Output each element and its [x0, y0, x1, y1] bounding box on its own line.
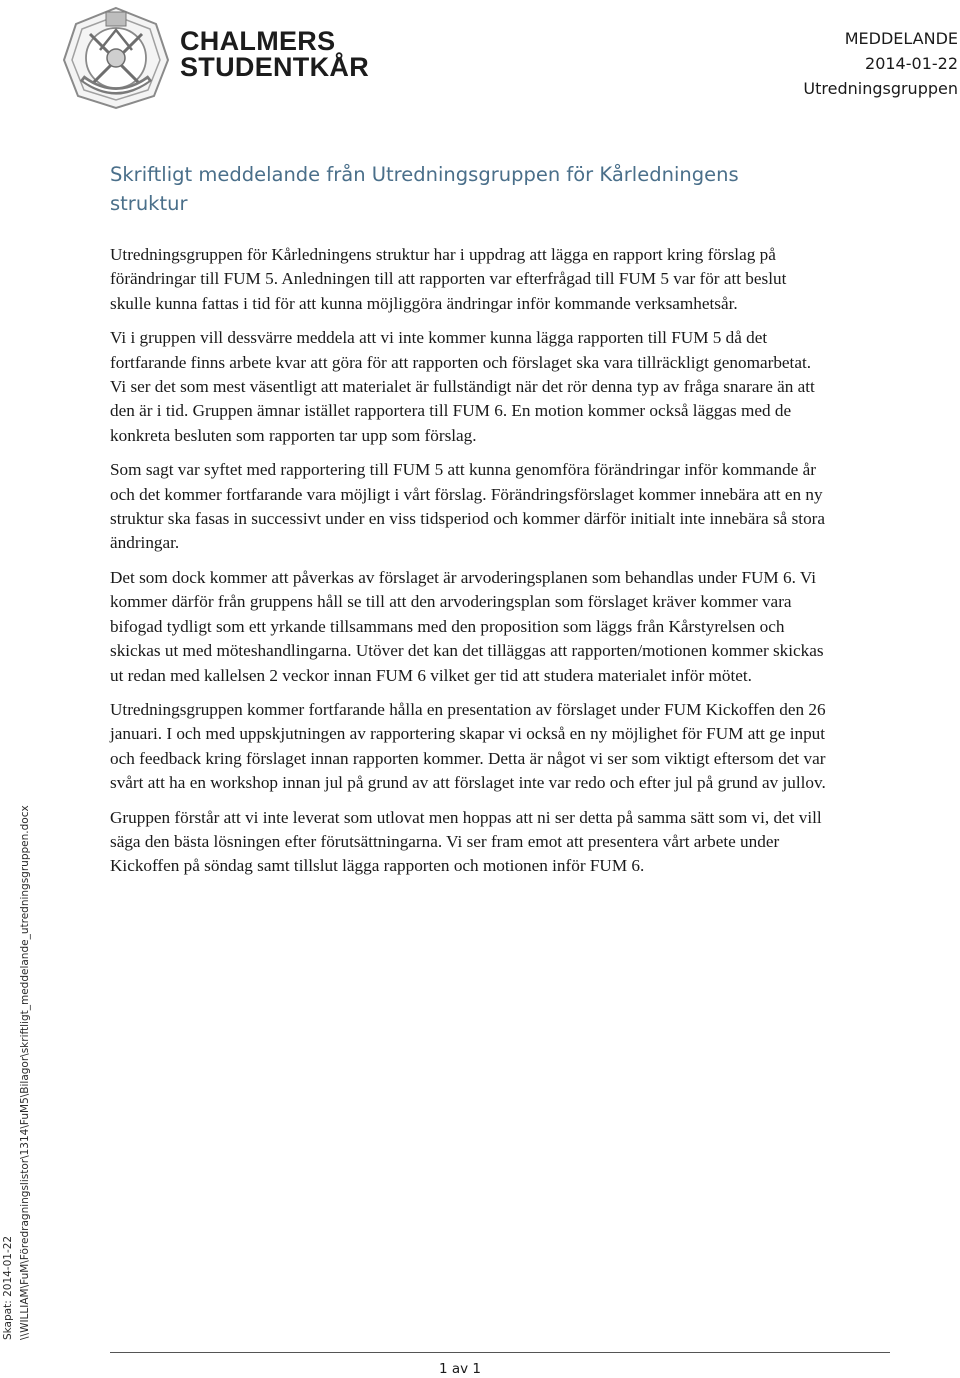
logo-line-studentkar: STUDENTKÅR: [180, 52, 369, 82]
page-title: Skriftligt meddelande från Utredningsgruppen för Kårledningens struktur: [110, 163, 739, 215]
doc-type: MEDDELANDE: [844, 29, 958, 48]
paragraph-5: Utredningsgruppen kommer fortfarande hålla en presentation av förslaget under FUM Kickoffen den 26 januari. I och med uppskjutningen av rapportering skapar vi också en ny möjlighet för FUM att ge input och feedback kring förslaget innan rapporten kommer. Detta är något vi ser som viktigt eftersom det var svårt att ha en workshop innan jul på grund av att förslaget inte var redo och efter jul på grund av jullov.: [110, 699, 826, 793]
logo-wordmark: [180, 28, 369, 80]
document-meta: [803, 26, 958, 101]
paragraph-2: Vi i gruppen vill dessvärre meddela att vi inte kommer kunna lägga rapporten till FUM 5 då det fortfarande finns arbete kvar att göra för att rapporten och förslaget ska vara tillräckligt genomarbetat. Vi ser det som mest väsentligt att materialet är fullständigt när det rör denna typ av fråga snarare än att den är i tid. Gruppen ämnar istället rapportera till FUM 6. En motion kommer också läggas med de konkreta besluten som rapporten tar upp som förslag.: [110, 328, 815, 445]
chalmers-seal-icon: [60, 4, 172, 112]
paragraph-4: Det som dock kommer att påverkas av förslaget är arvoderingsplanen som behandlas under FUM 6. Vi kommer därför från gruppens håll se till att den arvoderingsplan som förslaget kräver kommer vara bifogad tydligt som ett yrkande tillsammans med den proposition som läggs från Kårstyrelsen och skickas ut med möteshandlingarna. Utöver det kan det tilläggas att rapporten/motionen kommer skickas ut redan med kallelsen 2 veckor innan FUM 6 vilket ger tid att studera materialet inför mötet.: [110, 567, 824, 685]
side-metadata: [0, 780, 34, 1340]
doc-author: Utredningsgruppen: [803, 79, 958, 98]
paragraph-1: Utredningsgruppen för Kårledningens struktur har i uppdrag att lägga en rapport kring förslag på förändringar till FUM 5. Anledningen till att rapporten var efterfrågad till FUM 5 var för att beslut skulle kunna fattas i tid för att kunna möjliggöra ändringar inför kommande verksamhetsår.: [110, 245, 787, 313]
logo-line-chalmers: CHALMERS: [180, 26, 336, 56]
footer-divider: [110, 1352, 890, 1353]
document-body: [110, 243, 830, 889]
created-date: Skapat: 2014-01-22: [2, 1235, 14, 1340]
paragraph-6: Gruppen förstår att vi inte leverat som utlovat men hoppas att ni ser detta på samma sätt som vi, det vill säga den bästa lösningen efter förutsättningarna. Vi ser fram emot att presentera vårt arbete under Kickoffen på söndag samt tillslut lägga rapporten och motionen inför FUM 6.: [110, 807, 822, 876]
paragraph-3: Som sagt var syftet med rapportering till FUM 5 att kunna genomföra förändringar inför kommande år och det kommer fortfarande vara möjligt i vårt förslag. Förändringsförslaget kommer innebära att en ny struktur ska fasas in successivt under en viss tidsperiod och kommer därför initialt inte innebära så stora ändringar.: [110, 460, 826, 553]
doc-date: 2014-01-22: [865, 54, 958, 73]
file-path: \\WILLIAM\FuM\Föredragningslistor\1314\FuM5\Bilagor\skriftligt_meddelande_utredningsgruppen.docx: [19, 805, 31, 1340]
page-number: 1 av 1: [438, 1361, 482, 1377]
